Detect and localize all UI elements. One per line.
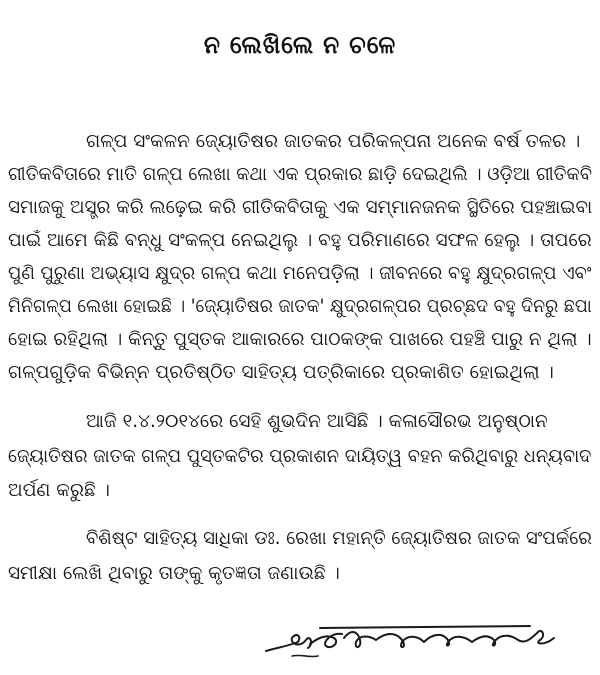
paragraph-1-line-2: ଗୀତିକବିତାରେ ମାତି ଗଳ୍ପ ଲେଖା କଥା ଏକ ପ୍ରକାର ଛାଡ଼ି ଦେଇଥିଲି । ଓଡ଼ିଆ ଗୀତିକବି <box>8 164 592 185</box>
paragraph-1-line-3: ସମାଜକୁ ଅସ୍ତ୍ର କରି ଲଢ଼େଇ କରି ଗୀତିକବିତାକୁ ଏକ ସମ୍ମାନଜନକ ସ୍ଥିତିରେ ପହଞ୍ଚାଇବା <box>8 197 593 218</box>
paragraph-1-line-5: ପୁଣି ପୁରୁଣା ଅଭ୍ୟାସ କ୍ଷୁଦ୍ର ଗଳ୍ପ କଥା ମନେପଡ଼ିଲା । ଜୀବନରେ ବହୁ କ୍ଷୁଦ୍ରଗଳ୍ପ ଏବଂ <box>8 263 592 284</box>
paragraph-1-line-4: ପାଇଁ ଆମେ କିଛି ବନ୍ଧୁ ସଂକଳ୍ପ ନେଇଥିଲୁ । ବହୁ ପରିମାଣରେ ସଫଳ ହେଲୁ । ତାପରେ <box>8 230 592 251</box>
paragraph-1-line-7: ହୋଇ ରହିଥିଲା । କିନ୍ତୁ ପୁସ୍ତକ ଆକାରରେ ପାଠକଙ୍କ ପାଖରେ ପହଞ୍ଚି ପାରୁ ନ ଥିଲା । <box>8 329 592 350</box>
signature <box>262 618 562 663</box>
paragraph-2-line-2: ଜ୍ୟୋତିଷର ଜାତକ ଗଳ୍ପ ପୁସ୍ତକଟିର ପ୍ରକାଶନ ଦାୟିତ୍ୱ ବହନ କରିଥିବାରୁ ଧନ୍ୟବାଦ <box>8 446 592 467</box>
paragraph-3-line-2: ସମୀକ୍ଷା ଲେଖି ଥିବାରୁ ତାଙ୍କୁ କୃତଜ୍ଞତା ଜଣାଉଛି । <box>8 563 340 584</box>
paragraph-2-line-1: ଆଜି ୧.୪.୨୦୧୪ରେ ସେହି ଶୁଭଦିନ ଆସିଛି । କଳାସୌରଭ ଅନୁଷ୍ଠାନ <box>86 411 548 432</box>
paragraph-1-line-6: ମିନିଗଳ୍ପ ଲେଖା ହୋଇଛି । 'ଜ୍ୟୋତିଷର ଜାତକ' କ୍ଷୁଦ୍ରଗଳ୍ପର ପ୍ରଚ୍ଛଦ ବହୁ ଦିନରୁ ଛପା <box>8 296 592 317</box>
paragraph-1-line-1: ଗଳ୍ପ ସଂକଳନ ଜ୍ୟୋତିଷର ଜାତକର ପରିକଳ୍ପନା ଅନେକ ବର୍ଷ ତଳର । <box>86 131 581 152</box>
paragraph-2-line-3: ଅର୍ପଣ କରୁଛି । <box>8 480 110 501</box>
paragraph-1-line-8: ଗଳ୍ପଗୁଡ଼ିକ ବିଭିନ୍ନ ପ୍ରତିଷ୍ଠିତ ସାହିତ୍ୟ ପତ୍ରିକାରେ ପ୍ରକାଶିତ ହୋଇଥିଲା । <box>8 362 554 383</box>
paragraph-3-line-1: ବିଶିଷ୍ଟ ସାହିତ୍ୟ ସାଧିକା ଡଃ. ରେଖା ମହାନ୍ତି ଜ୍ୟୋତିଷର ଜାତକ ସଂପର୍କରେ <box>86 528 592 549</box>
page-title: ନ ଲେଖିଲେ ନ ଚଳେ <box>203 30 397 59</box>
